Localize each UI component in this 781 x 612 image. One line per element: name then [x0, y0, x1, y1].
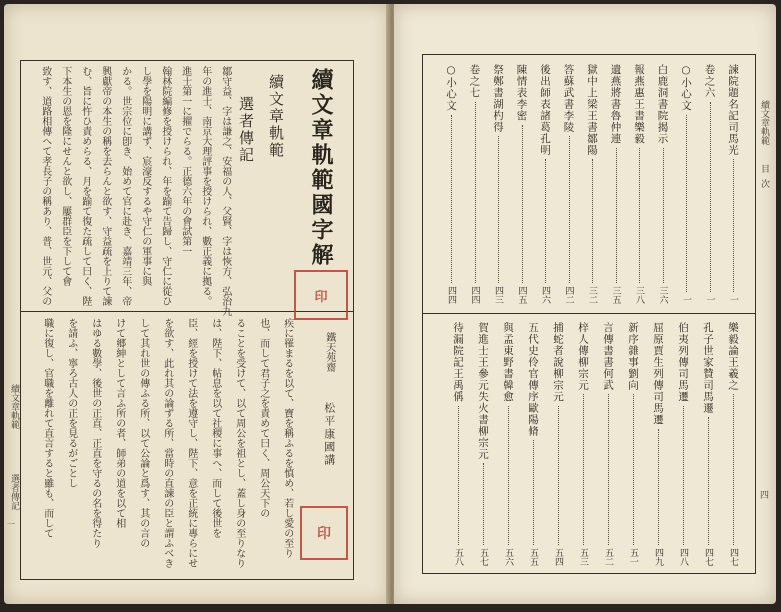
toc-leader-dots	[733, 394, 734, 545]
toc-entry-title: 五代史伶官傳序歐陽脩	[527, 322, 539, 437]
text-column: む、旨に忤ひ責めらる、月を踰て復た疏して曰く、陛	[79, 66, 91, 306]
toc-entry[interactable]	[501, 322, 516, 566]
toc-entry[interactable]	[632, 64, 647, 304]
toc-entry-page: 一	[704, 295, 715, 304]
toc-entry[interactable]	[551, 322, 566, 566]
text-column: 也、而して君子之を責めて曰く、周公天下の	[257, 318, 269, 518]
toc-entry-title: 卷之六	[703, 64, 716, 99]
right-page	[394, 4, 776, 604]
text-column: 職に復し、官職を離れて直言すると雖も、而して	[41, 318, 53, 538]
toc-leader-dots	[683, 406, 684, 546]
text-column: 疾に罹まるを以て、寶を稱ふるを慎め、若し愛の至り	[281, 318, 293, 558]
toc-entry[interactable]	[576, 322, 591, 566]
text-column: 進士第一に擢でらる。正德六年の會試第一	[179, 66, 191, 256]
toc-leader-dots	[608, 394, 609, 545]
toc-entry-title: 孔子世家贊司馬遷	[702, 322, 714, 414]
toc-entry-page: 五三	[578, 548, 588, 566]
toc-entry-page: 一	[681, 295, 691, 304]
toc-entry-title: 與孟東野書韓愈	[502, 322, 514, 403]
toc-entry-page: 四九	[653, 548, 663, 566]
toc-entry[interactable]	[626, 322, 641, 566]
toc-entry-title: 言傳書書何武	[602, 322, 614, 391]
toc-entry[interactable]	[609, 64, 624, 304]
toc-entry-page: 三五	[610, 286, 621, 304]
toc-entry-title: 伯夷列傳司馬遷	[677, 322, 689, 403]
toc-entry-title: 梓人傳柳宗元	[577, 322, 589, 391]
toc-entry-title: 卷之七	[468, 64, 481, 99]
toc-leader-dots	[458, 406, 459, 546]
text-column: を欲す、此れ其の論ずる所、當時の直諫の臣と謂ふべき	[161, 318, 173, 568]
left-folio: 一	[7, 520, 15, 529]
toc-entry-page: 五六	[503, 548, 513, 566]
toc-entry[interactable]	[491, 64, 506, 304]
text-column: を請ふ、寧ろ古人の正を見るがごとし	[65, 318, 77, 488]
toc-entry-title: 賀進士王參元失火書柳宗元	[477, 322, 489, 460]
toc-leader-dots	[710, 102, 711, 293]
text-column: 鄒守益、字は謙之、安福の人、父賢、字は恢方、弘治九	[219, 66, 231, 316]
toc-leader-dots	[483, 463, 484, 545]
toc-entry[interactable]	[703, 64, 718, 304]
toc-entry-title: 捕蛇者說柳宗元	[552, 322, 564, 403]
right-margin-toc: 目次	[759, 164, 769, 194]
toc-entry-page: 五五	[528, 548, 538, 566]
toc-entry-title: 答蘇武書李陵	[562, 64, 575, 133]
toc-entry[interactable]	[676, 322, 691, 566]
toc-leader-dots	[451, 115, 452, 284]
toc-entry-page: 一	[728, 295, 738, 304]
toc-leader-dots	[545, 159, 546, 283]
text-column: はゆる數學、後世の正直、正直を守るの名を得たり	[89, 318, 101, 548]
section-title: 續文章軌範	[267, 74, 285, 159]
toc-leader-dots	[708, 417, 709, 545]
toc-entry-page: 四六	[540, 286, 550, 304]
toc-entry[interactable]	[526, 322, 541, 566]
left-margin-footer: 選者傳記	[9, 474, 19, 510]
toc-entry-page: 五七	[478, 548, 488, 566]
red-seal-lower: 印	[300, 506, 348, 560]
toc-entry-page: 五四	[553, 548, 563, 566]
toc-entry[interactable]	[651, 322, 666, 566]
text-column: 年の進士、南京大理評事を授けられ、數正義に拠る。	[199, 66, 211, 306]
left-page	[4, 4, 390, 604]
toc-entry-page: 四八	[678, 548, 688, 566]
toc-entry-title: ○小心文	[445, 64, 457, 112]
toc-leader-dots	[533, 440, 534, 545]
text-column: 致す、道路相傳へて孝長子の稱あり、普、世元、父の	[39, 66, 51, 306]
toc-entry[interactable]	[444, 64, 459, 304]
toc-entry-page: 三六	[657, 286, 668, 304]
toc-entry-page: 四四	[446, 286, 456, 304]
commentator-role: 鐵天苑齋	[323, 332, 335, 372]
toc-leader-dots	[498, 136, 499, 283]
toc-entry-title: 諫院題名記司馬光	[727, 64, 739, 156]
toc-entry-title: 屈原賈生列傳司馬遷	[652, 322, 664, 426]
toc-entry-page: 四四	[469, 286, 480, 304]
toc-entry-page: 五一	[628, 548, 638, 566]
toc-entry[interactable]	[468, 64, 483, 304]
section-subtitle: 選者傳記	[237, 96, 255, 164]
toc-entry-title: 白鹿洞書院揭示	[656, 64, 669, 145]
toc-entry[interactable]	[562, 64, 577, 304]
toc-entry[interactable]	[601, 322, 616, 566]
text-column: は、陛下、帖息を以て社稷に事へ、而して後世を	[209, 318, 221, 538]
toc-entry-title: 報燕惠王書樂毅	[633, 64, 645, 145]
toc-leader-dots	[583, 394, 584, 545]
toc-entry-title: 新序雜事劉向	[627, 322, 639, 391]
toc-entry[interactable]	[538, 64, 553, 304]
toc-entry-page: 五八	[453, 548, 463, 566]
toc-leader-dots	[569, 136, 570, 283]
toc-leader-dots	[558, 406, 559, 546]
toc-entry-page: 四七	[728, 548, 738, 566]
text-column: 臣、經を授けて法を遵守し、陛下、意を正統に專らにせ	[185, 318, 197, 568]
toc-leader-dots	[639, 148, 640, 284]
toc-entry[interactable]	[476, 322, 491, 566]
toc-entry[interactable]	[451, 322, 466, 566]
toc-entry-page: 四七	[703, 548, 713, 566]
toc-entry-title: 祭鄭書湖杓得	[492, 64, 504, 133]
text-column: し學を陽明に講ず、宸濠反するや守仁の軍事に與	[139, 66, 151, 286]
toc-entry-title: 遺燕將書魯仲連	[609, 64, 622, 145]
text-column: 下本生の恩を隆にせんと欲し、屢群臣を下して會	[59, 66, 71, 286]
toc-leader-dots	[663, 148, 664, 284]
left-margin-header: 續文章軌範	[9, 384, 19, 429]
toc-entry-page: 五二	[603, 548, 613, 566]
toc-leader-dots	[633, 394, 634, 545]
toc-entry-page: 四二	[563, 286, 574, 304]
toc-leader-dots	[508, 406, 509, 546]
toc-entry-page: 三二	[587, 286, 597, 304]
toc-entry-page: 四三	[493, 286, 503, 304]
toc-divider	[422, 313, 756, 314]
toc-entry[interactable]	[701, 322, 716, 566]
text-column: けて郷紳として言ふ所の者、師弟の道を以て相	[113, 318, 125, 528]
toc-entry-title: 待漏院記王禹偁	[452, 322, 464, 403]
text-column: 興獻帝の本生の稱を去らんと欲す、守益疏を上りて諫	[99, 66, 111, 306]
text-column: 翰林院編修を授けられ、年を踰て告歸し、守仁に從ひ	[159, 66, 171, 306]
toc-entry-title: 獄中上梁王書鄒陽	[586, 64, 598, 156]
toc-entry[interactable]	[585, 64, 600, 304]
toc-entry[interactable]	[656, 64, 671, 304]
toc-entry-title: 樂毅論王羲之	[727, 322, 739, 391]
toc-entry-title: 後出師表諸葛孔明	[539, 64, 551, 156]
toc-entry[interactable]	[726, 322, 741, 566]
commentator-name: 松平康國講	[322, 402, 336, 467]
toc-leader-dots	[475, 102, 476, 284]
toc-leader-dots	[733, 159, 734, 292]
toc-entry-page: 四五	[516, 286, 527, 304]
toc-entry[interactable]	[726, 64, 741, 304]
red-seal-upper: 印	[294, 270, 348, 320]
toc-entry-title: 陳情表李密	[515, 64, 528, 122]
toc-entry-title: ○小心文	[680, 64, 692, 112]
toc-leader-dots	[686, 115, 687, 293]
toc-entry[interactable]	[515, 64, 530, 304]
right-margin-header: 續文章軌範	[759, 100, 769, 145]
text-column: かる。世宗位に卽き、始めて官に赴き、嘉靖三年、帝	[119, 66, 131, 306]
toc-entry[interactable]	[679, 64, 694, 304]
text-column: して其れ世の傳ふる所、以て公論と爲す、其の言の	[137, 318, 149, 548]
right-folio: 四	[760, 491, 770, 501]
toc-leader-dots	[522, 125, 523, 284]
toc-leader-dots	[658, 429, 659, 546]
toc-leader-dots	[616, 148, 617, 284]
toc-leader-dots	[592, 159, 593, 283]
toc-entry-page: 三八	[634, 286, 644, 304]
text-column: ることを受けて、以て周公を祖とし、蓋し身の至りなり	[233, 318, 245, 568]
book-title: 續文章軌範國字解	[308, 68, 334, 268]
